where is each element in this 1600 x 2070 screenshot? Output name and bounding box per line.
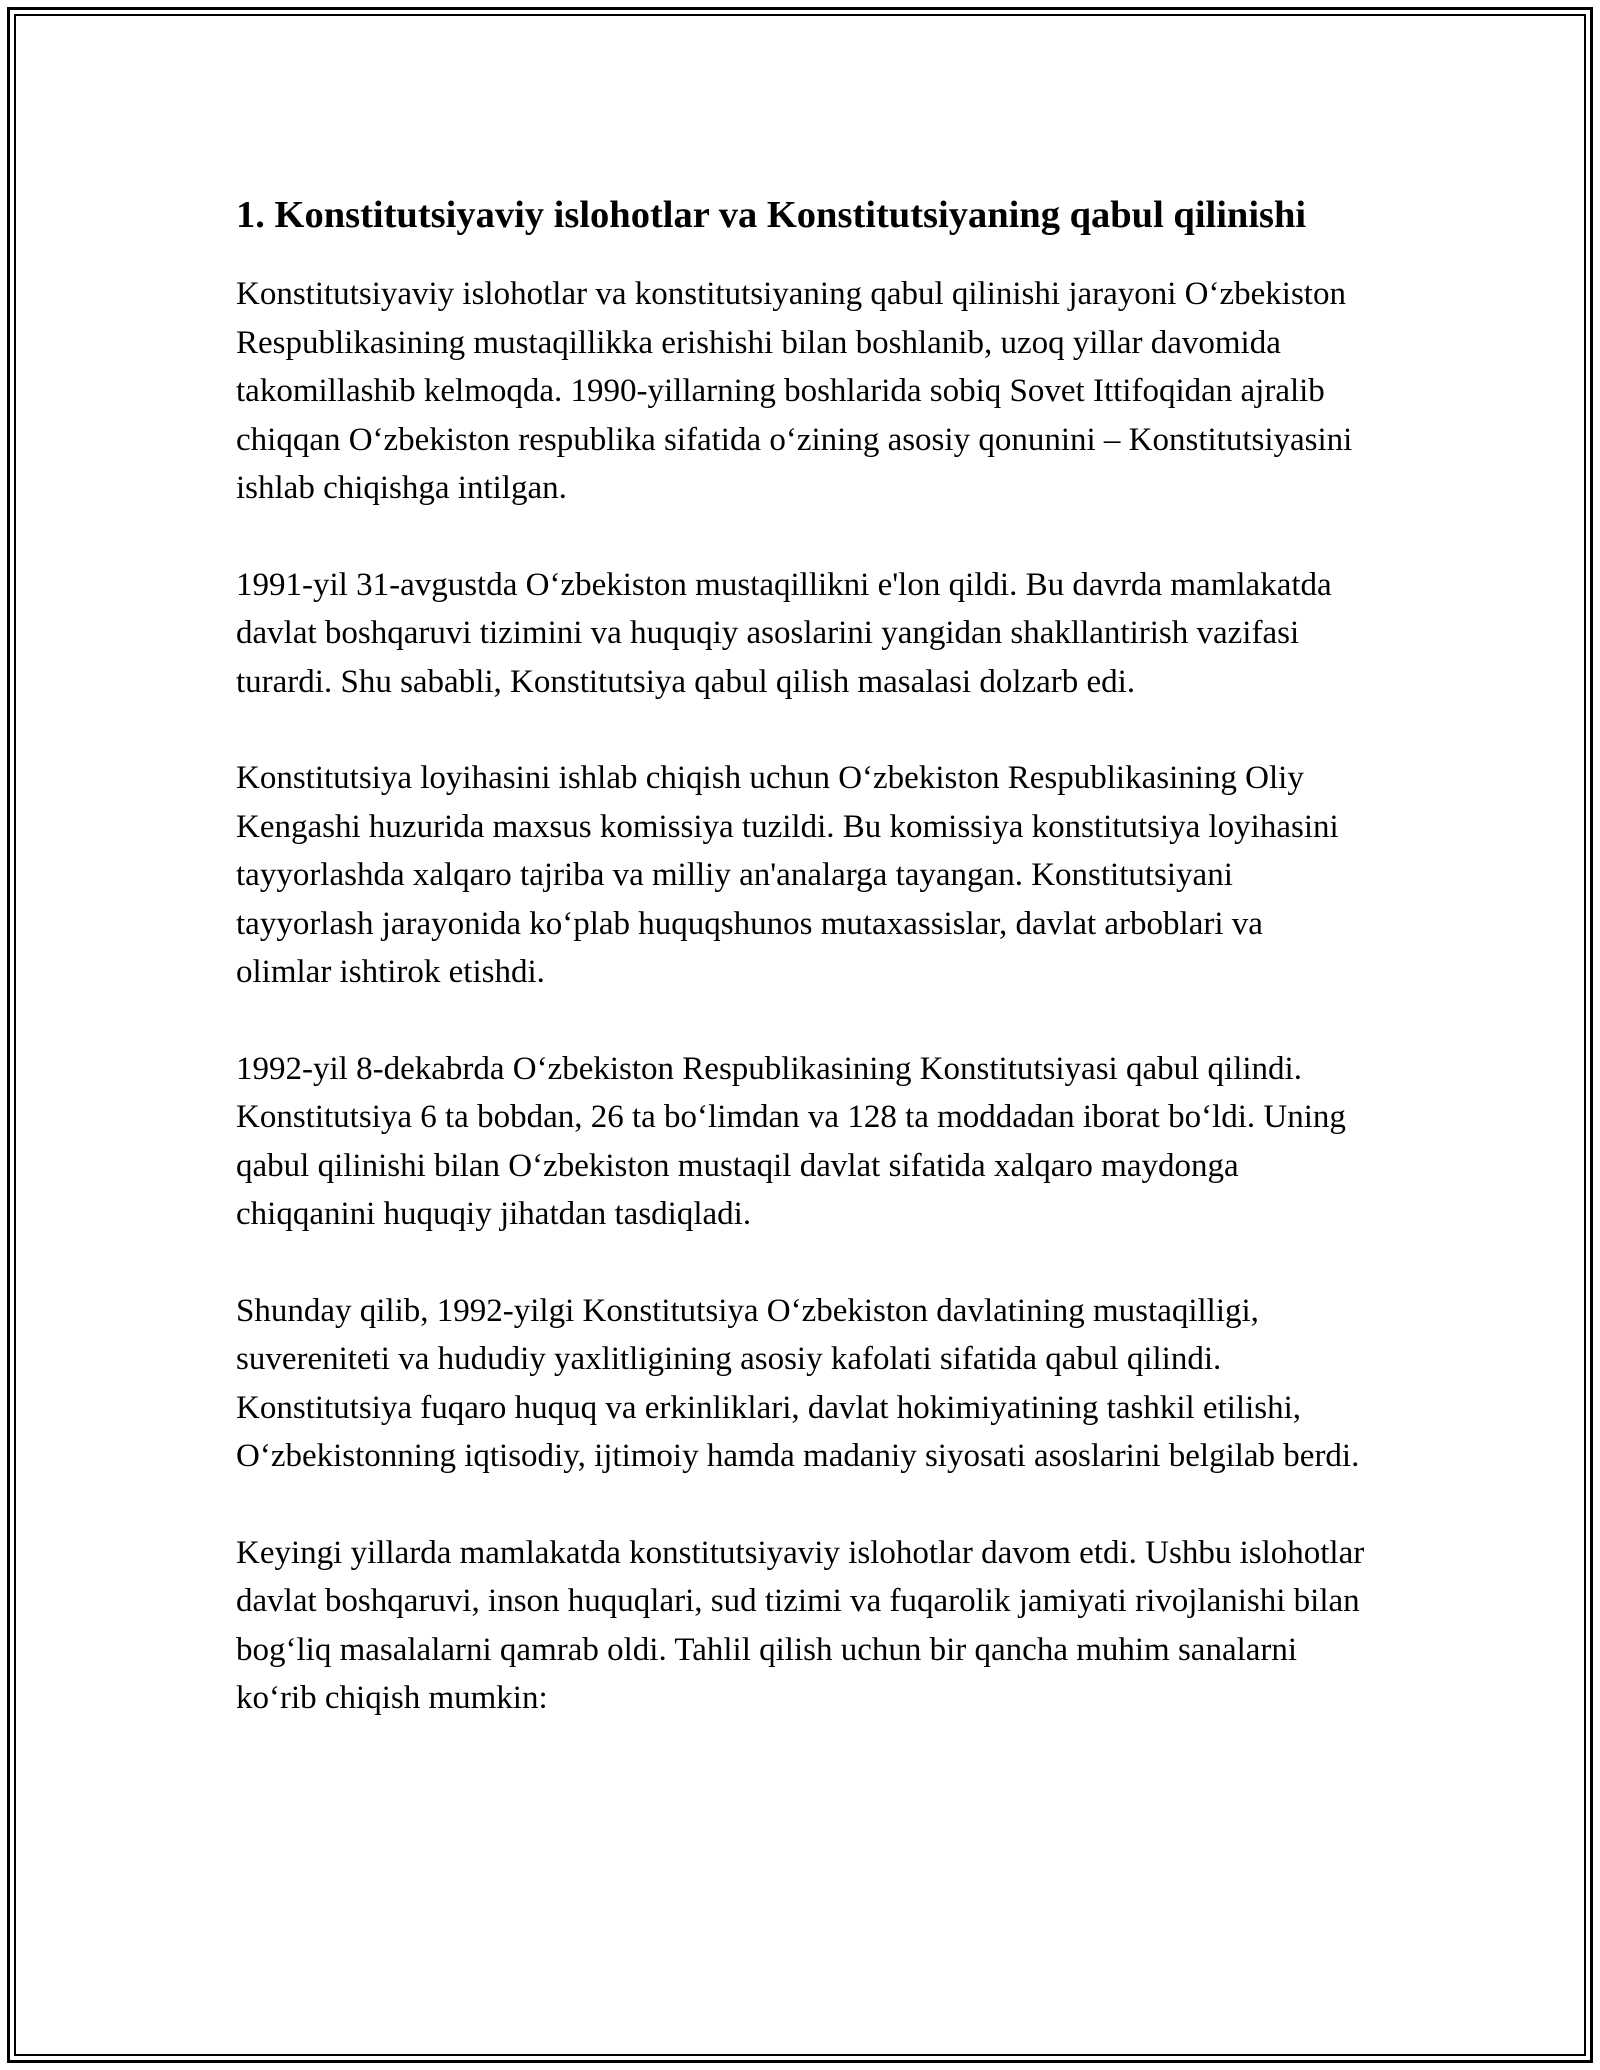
document-body [236, 188, 1366, 1723]
paragraph-6: Keyingi yillarda mamlakatda konstitutsiyaviy islohotlar davom etdi. Ushbu islohotlar davlat boshqaruvi, inson huquqlari, sud tizimi va fuqarolik jamiyati rivojlanishi bilan bog‘liq masalalarni qamrab oldi. Tahlil qilish uchun bir qancha muhim sanalarni ko‘rib chiqish mumkin: [236, 1534, 1365, 1716]
paragraph-3: Konstitutsiya loyihasini ishlab chiqish uchun O‘zbekiston Respublikasining Oliy Kengashi huzurida maxsus komissiya tuzildi. Bu komissiya konstitutsiya loyihasini tayyorlashda xalqaro tajriba va milliy an'analarga tayangan. Konstitutsiyani tayyorlash jarayonida ko‘plab huquqshunos mutaxassislar, davlat arboblari va olimlar ishtirok etishdi. [236, 760, 1339, 990]
section-heading: 1. Konstitutsiyaviy islohotlar va Konstitutsiyaning qabul qilinishi [236, 194, 1307, 236]
paragraph-5: Shunday qilib, 1992-yilgi Konstitutsiya O‘zbekiston davlatining mustaqilligi, suvereniteti va hududiy yaxlitligining asosiy kafolati sifatida qabul qilindi. Konstitutsiya fuqaro huquq va erkinliklari, davlat hokimiyatining tashkil etilishi, O‘zbekistonning iqtisodiy, ijtimoiy hamda madaniy siyosati asoslarini belgilab berdi. [236, 1292, 1360, 1474]
paragraph-4: 1992-yil 8-dekabrda O‘zbekiston Respublikasining Konstitutsiyasi qabul qilindi. Konstitutsiya 6 ta bobdan, 26 ta bo‘limdan va 128 ta moddadan iborat bo‘ldi. Uning qabul qilinishi bilan O‘zbekiston mustaqil davlat sifatida xalqaro maydonga chiqqanini huquqiy jihatdan tasdiqladi. [236, 1050, 1346, 1232]
paragraph-2: 1991-yil 31-avgustda O‘zbekiston mustaqillikni e'lon qildi. Bu davrda mamlakatda davlat boshqaruvi tizimini va huquqiy asoslarini yangidan shakllantirish vazifasi turardi. Shu sababli, Konstitutsiya qabul qilish masalasi dolzarb edi. [236, 566, 1332, 700]
paragraph-1: Konstitutsiyaviy islohotlar va konstitutsiyaning qabul qilinishi jarayoni O‘zbekiston Respublikasining mustaqillikka erishishi bilan boshlanib, uzoq yillar davomida takomillashib kelmoqda. 1990-yillarning boshlarida sobiq Sovet Ittifoqidan ajralib chiqqan O‘zbekiston respublika sifatida o‘zining asosiy qonunini – Konstitutsiyasini ishlab chiqishga intilgan. [236, 276, 1353, 506]
